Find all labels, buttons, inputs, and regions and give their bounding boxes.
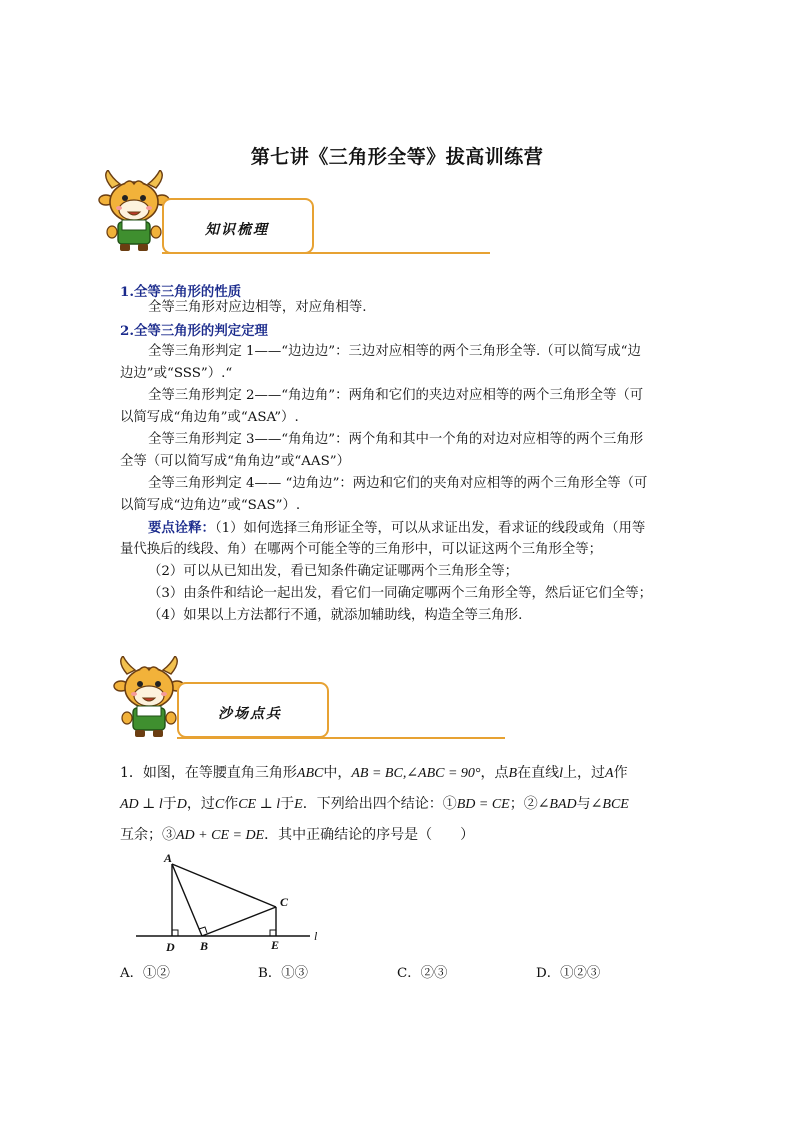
banner-title: 知识梳理: [205, 222, 269, 238]
section-divider: [177, 737, 505, 739]
q-text: ，点: [480, 765, 509, 781]
q-text: 作: [613, 765, 628, 781]
q-math: AD + CE = DE: [176, 828, 265, 843]
label-B: B: [200, 939, 209, 953]
text-line: （4）如果以上方法都行不通，就添加辅助线，构造全等三角形.: [148, 608, 523, 623]
q-text: 1．如图，在等腰直角三角形: [120, 765, 297, 781]
q-math: B: [508, 766, 518, 781]
q-text: ，过: [186, 796, 215, 812]
q-text: ．其中正确结论的序号是（ ）: [264, 827, 475, 843]
option-d[interactable]: D．①②③: [536, 966, 601, 981]
text-line: 全等三角形判定 1——“边边边”：三边对应相等的两个三角形全等.（可以简写成“边: [148, 344, 641, 359]
q-math: ∠BCE: [590, 797, 629, 812]
text-line: 全等三角形对应边相等，对应角相等.: [148, 300, 367, 315]
right-angle-mark-E: [270, 930, 276, 936]
q-text: 互余；③: [120, 827, 176, 843]
q-text: 在直线: [517, 765, 560, 781]
triangle-figure: [130, 848, 330, 956]
q-text: ；②: [509, 796, 538, 812]
text-line: （2）可以从已知出发，看已知条件确定证哪两个三角形全等；: [148, 564, 519, 579]
option-c[interactable]: C．②③: [397, 966, 448, 981]
q-math: D: [176, 797, 187, 812]
text-line: 全等三角形判定 3——“角角边”：两个角和其中一个角的对边对应相等的两个三角形: [148, 432, 644, 447]
text-line: 以简写成“角边角”或“ASA”）.: [120, 410, 299, 425]
q-math: C: [214, 797, 225, 812]
heading-properties: 1.全等三角形的性质: [120, 284, 242, 300]
q-math: ABC: [296, 766, 324, 781]
keypoint-label: 要点诠释：: [148, 520, 215, 536]
q-math: CE ⊥ l: [238, 797, 281, 812]
keypoint-text: （1）如何选择三角形证全等，可以从求证出发，看求证的线段或角（用等: [214, 521, 646, 536]
label-l: l: [314, 929, 318, 943]
heading-theorems: 2.全等三角形的判定定理: [120, 323, 268, 339]
option-a[interactable]: A．①②: [120, 966, 170, 981]
banner-title: 沙场点兵: [218, 706, 282, 722]
text-line: 全等三角形判定 2——“角边角”：两角和它们的夹边对应相等的两个三角形全等（可: [148, 388, 644, 403]
q-math: AD ⊥ l: [120, 797, 163, 812]
text-line: 以简写成“边角边”或“SAS”）.: [120, 498, 301, 513]
label-C: C: [280, 895, 289, 909]
text-line: 边边”或“SSS”）.“: [120, 366, 233, 381]
section-divider: [162, 252, 490, 254]
q-text: ．下列给出四个结论：①: [302, 796, 457, 812]
q-text: 作: [224, 796, 239, 812]
question-line: [120, 820, 474, 851]
question-line: [120, 789, 629, 820]
bull-mascot-icon: [98, 170, 170, 252]
text-line: 全等（可以简写成“角角边”或“AAS”）: [120, 454, 350, 469]
q-math: BD = CE: [456, 797, 510, 812]
question-line: [120, 758, 628, 789]
right-angle-mark-D: [172, 930, 178, 936]
q-math: ∠BAD: [537, 797, 577, 812]
q-math: l: [559, 766, 563, 781]
q-text: 上，过: [563, 765, 605, 781]
q-text: 与: [576, 796, 591, 812]
option-b[interactable]: B．①③: [258, 966, 309, 981]
q-text: 中，: [323, 765, 352, 781]
q-text: 于: [280, 796, 295, 812]
keypoint-line: [148, 517, 645, 541]
label-D: D: [166, 940, 175, 954]
text-line: 全等三角形判定 4—— “边角边”：两边和它们的夹角对应相等的两个三角形全等（可: [148, 476, 648, 491]
segment-BC: [202, 907, 276, 936]
text-line: 量代换后的线段、角）在哪两个可能全等的三角形中，可以证这两个三角形全等；: [120, 542, 603, 557]
q-math: E: [294, 797, 303, 812]
q-math: AB = BC,∠ABC = 90°: [351, 766, 481, 781]
label-E: E: [271, 938, 280, 952]
q-text: 于: [162, 796, 177, 812]
bull-mascot-icon: [113, 656, 185, 738]
page-title: 第七讲《三角形全等》拔高训练营: [250, 146, 544, 168]
q-math: A: [605, 766, 614, 781]
text-line: （3）由条件和结论一起出发，看它们一同确定哪两个三角形全等，然后证它们全等；: [148, 586, 652, 601]
label-A: A: [164, 851, 173, 865]
